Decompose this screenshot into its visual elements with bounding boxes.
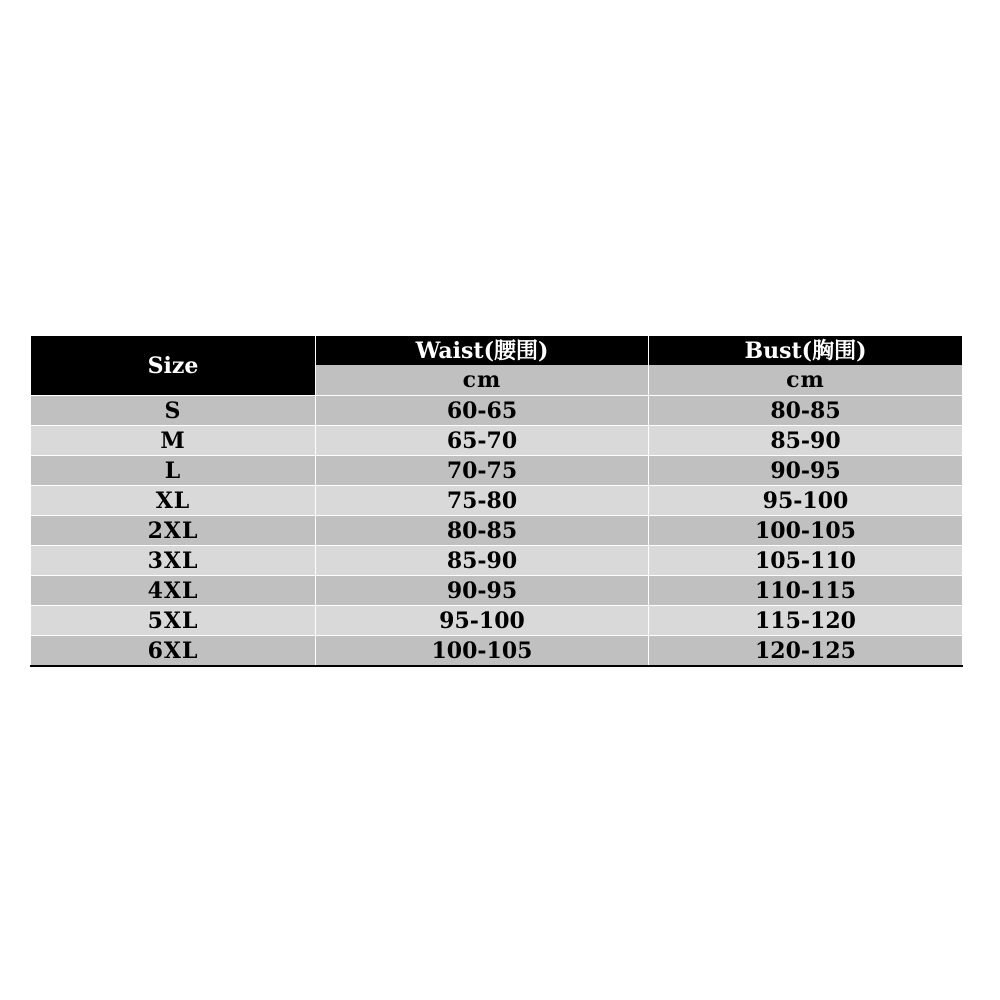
table-row xyxy=(31,396,963,426)
size-cell: S xyxy=(31,396,316,426)
waist-cell: 70-75 xyxy=(316,456,649,486)
size-column-header: Size xyxy=(31,336,316,396)
size-cell: 6XL xyxy=(31,636,316,667)
size-cell: L xyxy=(31,456,316,486)
table-header xyxy=(31,336,963,396)
waist-unit: cm xyxy=(316,365,649,395)
table-body xyxy=(31,396,963,667)
bust-cell: 110-115 xyxy=(649,576,963,606)
bust-cell: 85-90 xyxy=(649,426,963,456)
bust-column-header: Bust(胸围) xyxy=(649,336,963,365)
bust-cell: 100-105 xyxy=(649,516,963,546)
bust-unit: cm xyxy=(649,365,963,395)
waist-cell: 80-85 xyxy=(316,516,649,546)
table-row xyxy=(31,606,963,636)
size-cell: 2XL xyxy=(31,516,316,546)
bust-cell: 120-125 xyxy=(649,636,963,667)
size-cell: 5XL xyxy=(31,606,316,636)
table-row xyxy=(31,426,963,456)
size-cell: 3XL xyxy=(31,546,316,576)
bust-cell: 115-120 xyxy=(649,606,963,636)
table-row xyxy=(31,516,963,546)
size-cell: XL xyxy=(31,486,316,516)
waist-cell: 100-105 xyxy=(316,636,649,667)
bust-cell: 105-110 xyxy=(649,546,963,576)
table-row xyxy=(31,576,963,606)
waist-cell: 60-65 xyxy=(316,396,649,426)
bust-cell: 80-85 xyxy=(649,396,963,426)
size-chart-table xyxy=(30,336,963,667)
table-row xyxy=(31,456,963,486)
waist-column-header: Waist(腰围) xyxy=(316,336,649,365)
table-row xyxy=(31,546,963,576)
waist-cell: 85-90 xyxy=(316,546,649,576)
table-row xyxy=(31,486,963,516)
size-cell: 4XL xyxy=(31,576,316,606)
waist-cell: 90-95 xyxy=(316,576,649,606)
waist-cell: 65-70 xyxy=(316,426,649,456)
table-row xyxy=(31,636,963,667)
bust-cell: 95-100 xyxy=(649,486,963,516)
waist-cell: 75-80 xyxy=(316,486,649,516)
bust-cell: 90-95 xyxy=(649,456,963,486)
waist-cell: 95-100 xyxy=(316,606,649,636)
size-cell: M xyxy=(31,426,316,456)
